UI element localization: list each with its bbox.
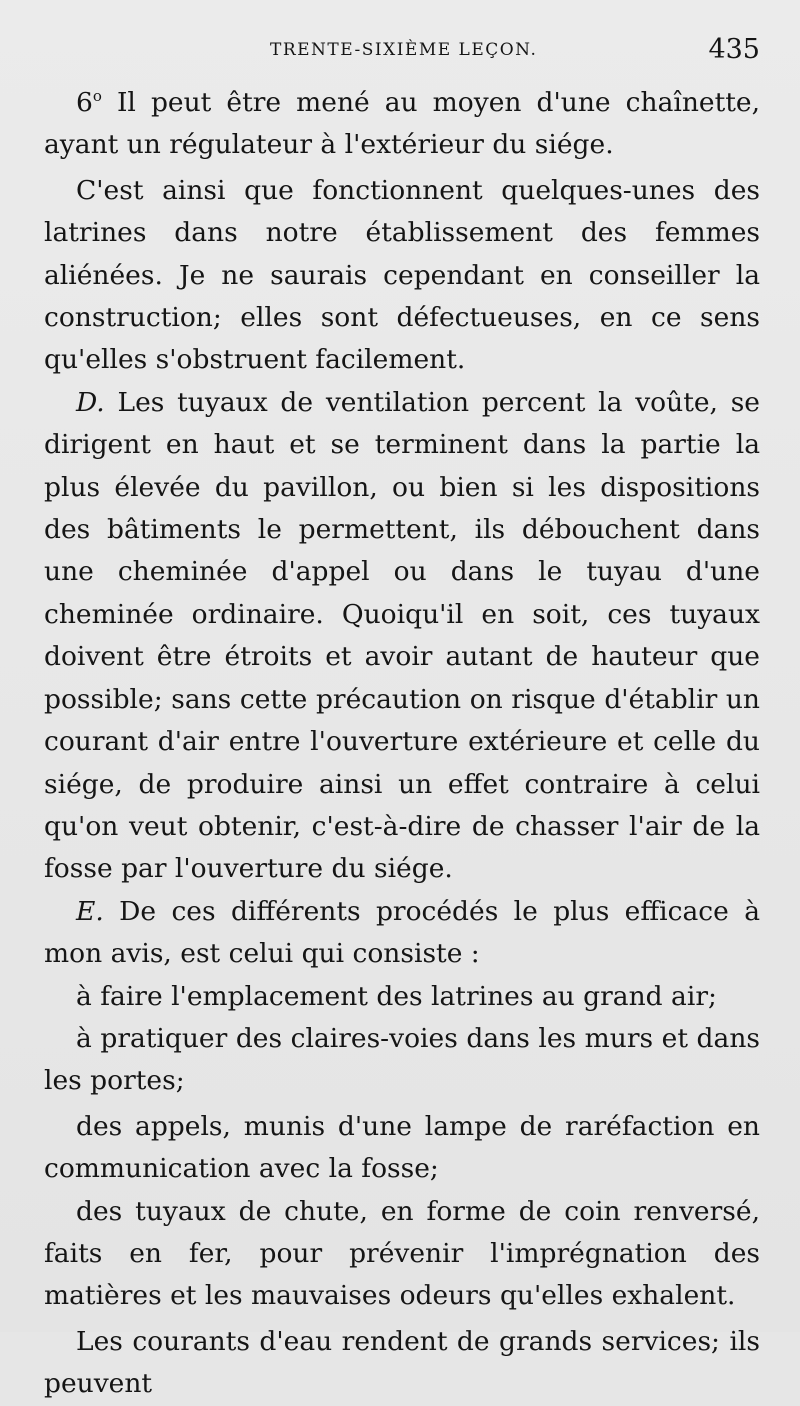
list-item-tuyaux-chute: des tuyaux de chute, en forme de coin renversé, faits en fer, pour prévenir l'imprégnation des matières et les mauvaises odeurs qu'elles exhalent. <box>44 1195 760 1312</box>
paragraph-fonctionnement: C'est ainsi que fonctionnent quelques-unes des latrines dans notre établissement des femmes aliénées. Je ne saurais cependant en conseiller la construction; elles sont défectueuses, en ce sens qu'elles s'obstruent facilement. <box>44 174 760 376</box>
page-body <box>44 82 760 1406</box>
list-item-emplacement: à faire l'emplacement des latrines au grand air; <box>76 980 717 1012</box>
paragraph-text: De ces différents procédés le plus efficace à mon avis, est celui qui consiste : <box>44 895 760 970</box>
page-header <box>40 36 760 72</box>
paragraph-d <box>44 382 760 891</box>
list-item-appels: des appels, munis d'une lampe de raréfaction en communication avec la fosse; <box>44 1110 760 1185</box>
paragraph-e <box>44 891 760 976</box>
paragraph-text: Les tuyaux de ventilation percent la voûte, se dirigent en haut et se terminent dans la partie la plus élevée du pavillon, ou bien si les dispositions des bâtiments le permettent, ils débouchent dans une cheminée d'appel ou dans le tuyau d'une cheminée ordinaire. Quoiqu'il en soit, ces tuyaux doivent être étroits et avoir autant de hauteur que possible; sans cette précaution on risque d'établir un courant d'air entre l'ouverture extérieure et celle du siége, de produire ainsi un effet contraire à celui qu'on veut obtenir, c'est-à-dire de chasser l'air de la fosse par l'ouverture du siége. <box>44 386 760 885</box>
page-number: 435 <box>708 34 760 65</box>
item-number-superscript: o <box>92 87 102 106</box>
section-letter-e: E. <box>76 895 104 927</box>
running-title: TRENTE-SIXIÈME LEÇON. <box>270 40 538 60</box>
paragraph-text: Il peut être mené au moyen d'une chaînette, ayant un régulateur à l'extérieur du siége. <box>44 87 760 161</box>
item-number: 6 <box>76 87 93 118</box>
list-item-claires-voies: à pratiquer des claires-voies dans les murs et dans les portes; <box>44 1022 760 1097</box>
section-letter-d: D. <box>76 386 105 418</box>
paragraph-6 <box>44 82 760 167</box>
paragraph-courants: Les courants d'eau rendent de grands services; ils peuvent <box>44 1325 760 1400</box>
